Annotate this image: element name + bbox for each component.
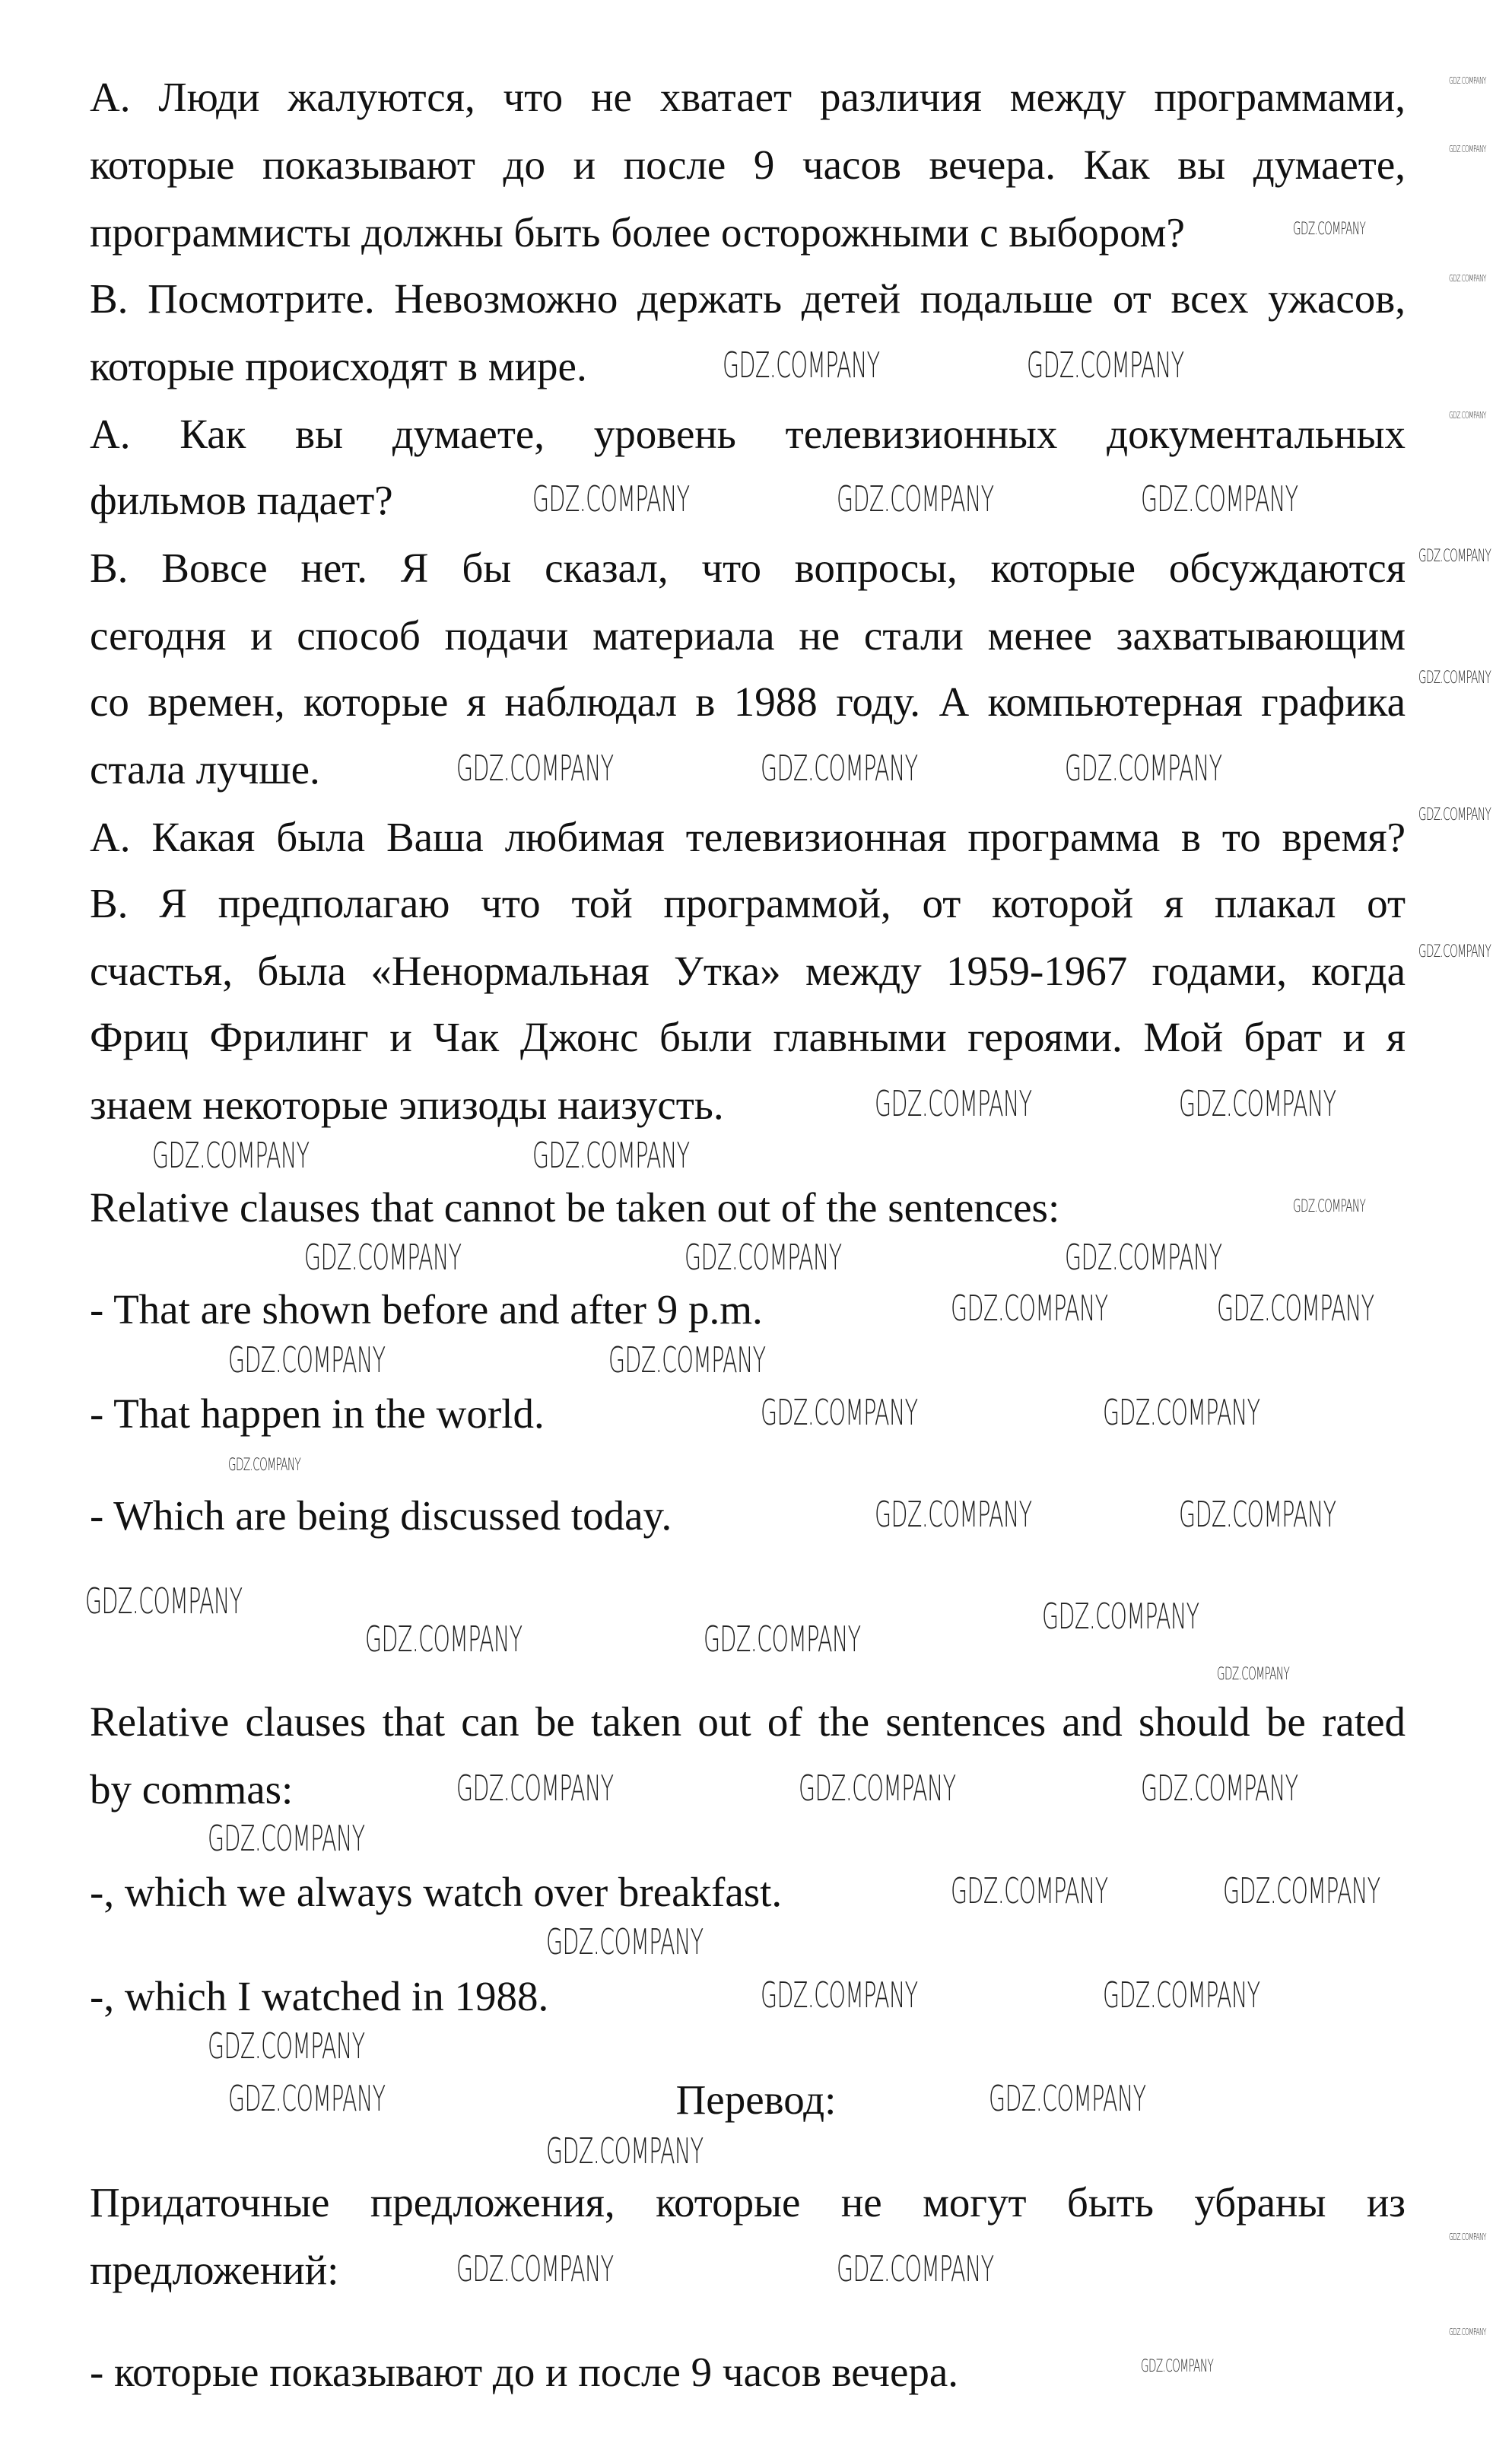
dialogue-line: сегодня и способ подачи материала не стали менее захватывающим	[90, 612, 1406, 659]
section-heading: by commas:	[90, 1766, 294, 1813]
watermark: GDZ.COMPANY	[1042, 1596, 1199, 1637]
watermark: GDZ.COMPANY	[1217, 1288, 1374, 1329]
dialogue-line: А. Как вы думаете, уровень телевизионных документальных	[90, 411, 1406, 457]
watermark: GDZ.COMPANY	[228, 1339, 386, 1380]
watermark: GDZ.COMPANY	[1065, 1237, 1222, 1278]
dialogue-line: знаем некоторые эпизоды наизусть.	[90, 1082, 724, 1128]
watermark: GDZ.COMPANY	[1179, 1083, 1336, 1124]
watermark: GDZ.COMPANY	[532, 1135, 690, 1176]
watermark: GDZ.COMPANY	[1418, 669, 1491, 688]
section-heading: Relative clauses that cannot be taken out of the sentences:	[90, 1184, 1060, 1231]
watermark: GDZ.COMPANY	[1103, 1392, 1260, 1433]
watermark: GDZ.COMPANY	[228, 1456, 301, 1475]
watermark: GDZ.COMPANY	[875, 1494, 1032, 1535]
dialogue-line: Фриц Фрилинг и Чак Джонс были главными героями. Мой брат и я	[90, 1014, 1406, 1060]
dialogue-line: В. Я предполагаю что той программой, от которой я плакал от	[90, 880, 1406, 926]
watermark: GDZ.COMPANY	[1217, 1665, 1290, 1684]
list-item: - That happen in the world.	[90, 1390, 545, 1437]
section-heading: Relative clauses that can be taken out of the sentences and should be rated	[90, 1698, 1406, 1745]
watermark: GDZ.COMPANY	[1223, 1870, 1380, 1911]
watermark: GDZ.COMPANY	[85, 1581, 243, 1622]
watermark: GDZ.COMPANY	[761, 1975, 918, 2016]
watermark: GDZ.COMPANY	[875, 1083, 1032, 1124]
watermark: GDZ.COMPANY	[1103, 1975, 1260, 2016]
dialogue-line: со времен, которые я наблюдал в 1988 году. А компьютерная графика	[90, 678, 1406, 725]
watermark: GDZ.COMPANY	[951, 1288, 1108, 1329]
watermark: GDZ.COMPANY	[1141, 2357, 1214, 2376]
list-item: - которые показывают до и после 9 часов вечера.	[90, 2349, 959, 2395]
watermark: GDZ.COMPANY	[532, 478, 690, 519]
watermark: GDZ.COMPANY	[546, 2130, 704, 2172]
dialogue-line: фильмов падает?	[90, 477, 393, 523]
watermark: GDZ.COMPANY	[1065, 748, 1222, 789]
watermark: GDZ.COMPANY	[989, 2078, 1146, 2119]
watermark: GDZ.COMPANY	[837, 2248, 994, 2289]
watermark: GDZ.COMPANY	[1449, 75, 1486, 86]
watermark: GDZ.COMPANY	[1418, 547, 1491, 566]
watermark: GDZ.COMPANY	[456, 748, 614, 789]
watermark: GDZ.COMPANY	[208, 2025, 365, 2067]
watermark: GDZ.COMPANY	[1293, 220, 1366, 239]
watermark: GDZ.COMPANY	[208, 1818, 365, 1859]
translation-title: Перевод:	[675, 2076, 837, 2123]
watermark: GDZ.COMPANY	[761, 748, 918, 789]
dialogue-line: В. Посмотрите. Невозможно держать детей подальше от всех ужасов,	[90, 275, 1406, 322]
list-item: -, which I watched in 1988.	[90, 1973, 549, 2019]
section-heading: Придаточные предложения, которые не могут быть убраны из	[90, 2179, 1406, 2226]
dialogue-line: А. Люди жалуются, что не хватает различия между программами,	[90, 74, 1406, 120]
dialogue-line: А. Какая была Ваша любимая телевизионная программа в то время?	[90, 814, 1406, 860]
watermark: GDZ.COMPANY	[456, 2248, 614, 2289]
watermark: GDZ.COMPANY	[152, 1135, 310, 1176]
watermark: GDZ.COMPANY	[1027, 345, 1184, 386]
list-item: - Which are being discussed today.	[90, 1492, 672, 1539]
watermark: GDZ.COMPANY	[228, 2078, 386, 2119]
list-item: - That are shown before and after 9 p.m.	[90, 1286, 763, 1333]
watermark: GDZ.COMPANY	[951, 1870, 1108, 1911]
watermark: GDZ.COMPANY	[546, 1921, 704, 1962]
watermark: GDZ.COMPANY	[1449, 144, 1486, 154]
list-item: -, which we always watch over breakfast.	[90, 1869, 783, 1915]
watermark: GDZ.COMPANY	[704, 1619, 861, 1660]
watermark: GDZ.COMPANY	[685, 1237, 842, 1278]
watermark: GDZ.COMPANY	[1293, 1197, 1366, 1216]
watermark: GDZ.COMPANY	[1418, 805, 1491, 824]
watermark: GDZ.COMPANY	[837, 478, 994, 519]
watermark: GDZ.COMPANY	[456, 1768, 614, 1809]
watermark: GDZ.COMPANY	[1141, 478, 1298, 519]
watermark: GDZ.COMPANY	[1449, 273, 1486, 284]
dialogue-line: программисты должны быть более осторожными с выбором?	[90, 209, 1185, 256]
watermark: GDZ.COMPANY	[1418, 942, 1491, 961]
watermark: GDZ.COMPANY	[365, 1619, 523, 1660]
dialogue-line: стала лучше.	[90, 746, 320, 793]
watermark: GDZ.COMPANY	[1179, 1494, 1336, 1535]
watermark: GDZ.COMPANY	[304, 1237, 462, 1278]
dialogue-line: которые показывают до и после 9 часов вечера. Как вы думаете,	[90, 141, 1406, 188]
watermark: GDZ.COMPANY	[1141, 1768, 1298, 1809]
watermark: GDZ.COMPANY	[1449, 410, 1486, 421]
dialogue-line: счастья, была «Ненормальная Утка» между 1959-1967 годами, когда	[90, 948, 1406, 994]
watermark: GDZ.COMPANY	[1449, 2327, 1486, 2337]
dialogue-line: В. Вовсе нет. Я бы сказал, что вопросы, которые обсуждаются	[90, 545, 1406, 591]
watermark: GDZ.COMPANY	[723, 345, 880, 386]
dialogue-line: которые происходят в мире.	[90, 343, 587, 389]
watermark: GDZ.COMPANY	[761, 1392, 918, 1433]
watermark: GDZ.COMPANY	[1449, 2232, 1486, 2242]
watermark: GDZ.COMPANY	[608, 1339, 766, 1380]
section-heading: предложений:	[90, 2247, 339, 2293]
watermark: GDZ.COMPANY	[799, 1768, 956, 1809]
